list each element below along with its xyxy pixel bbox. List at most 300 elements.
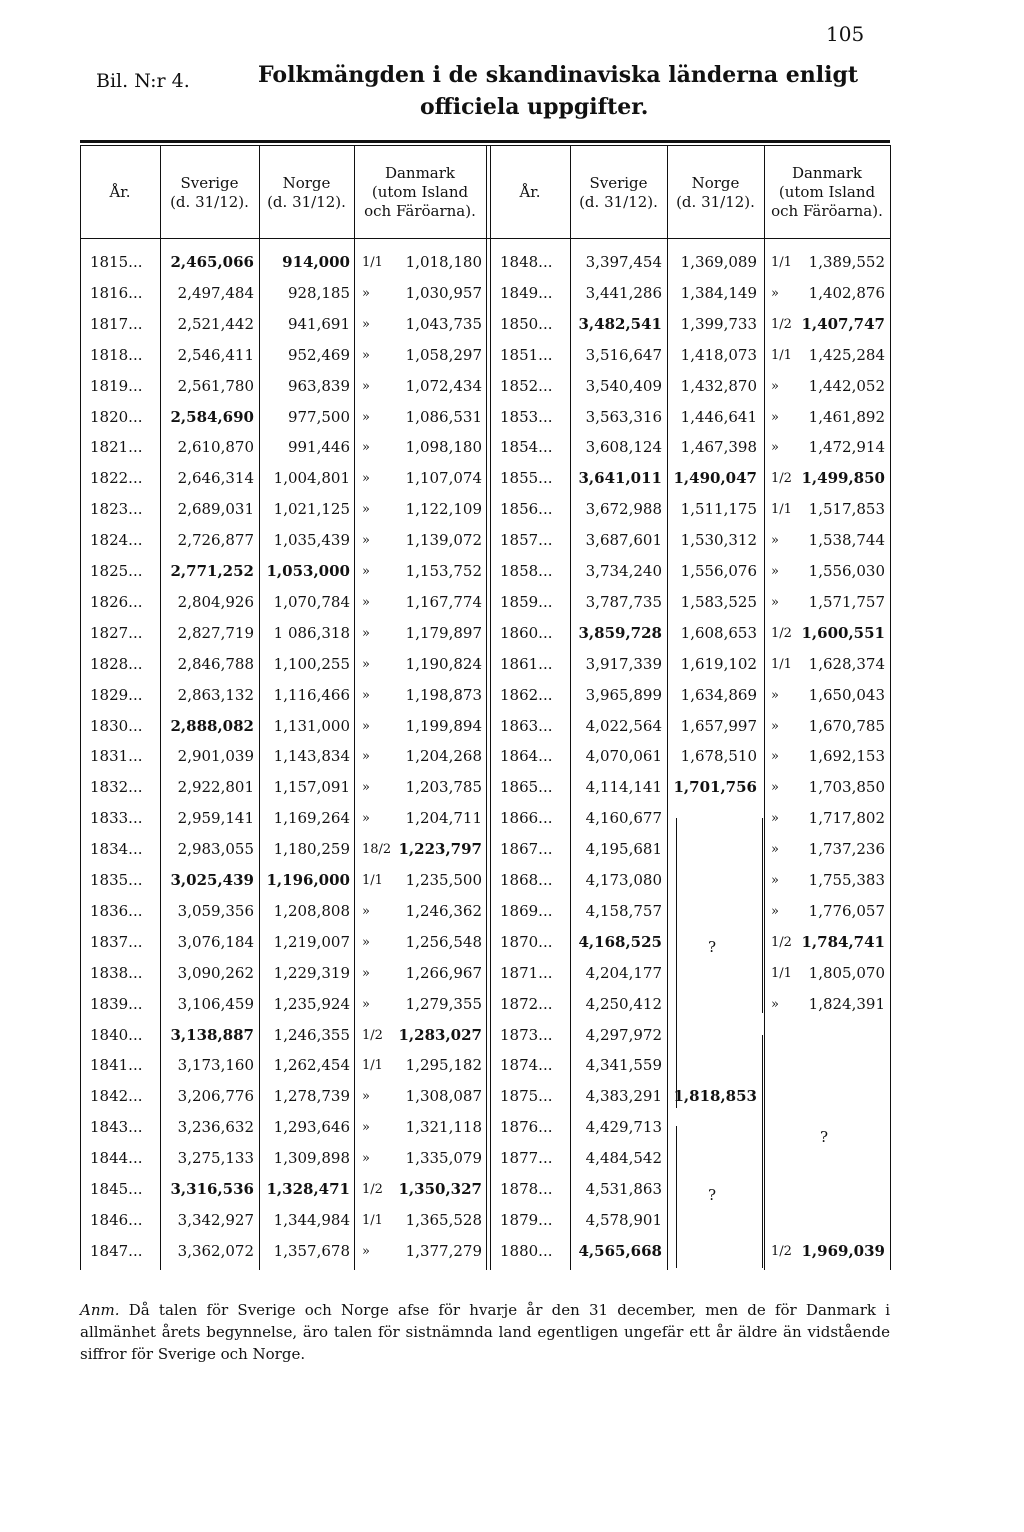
- cell-mark: »: [362, 409, 370, 425]
- cell-norge: 1,157,091: [273, 778, 350, 797]
- cell-year: 1822...: [90, 469, 143, 488]
- cell-danmark: 1,235,500: [405, 871, 482, 889]
- header-sverige: Sverige (d. 31/12).: [170, 173, 249, 211]
- cell-danmark: [795, 1174, 885, 1205]
- header-year: År.: [109, 183, 131, 202]
- cell-year: 1847...: [90, 1241, 143, 1260]
- cell-sverige: 2,465,066: [170, 253, 254, 271]
- cell-norge: 1,384,149: [680, 283, 757, 302]
- cell-year: 1837...: [90, 932, 143, 951]
- table-row: [0, 340, 1024, 371]
- cell-norge: 1,418,073: [680, 345, 757, 364]
- table-row: [0, 556, 1024, 587]
- cell-norge: 952,469: [287, 345, 350, 364]
- cell-sverige: 3,342,927: [177, 1210, 254, 1229]
- cell-mark: »: [362, 440, 370, 456]
- cell-danmark: [795, 1081, 885, 1112]
- cell-year: 1830...: [90, 716, 143, 735]
- cell-mark: »: [362, 996, 370, 1012]
- table-reference: Bil. N:r 4.: [96, 70, 190, 92]
- cell-year: 1870...: [500, 932, 553, 951]
- cell-norge: 1,143,834: [273, 747, 350, 766]
- header-danmark: Danmark (utom Island och Färöarna).: [771, 164, 883, 220]
- cell-year: 1820...: [90, 407, 143, 426]
- cell-norge: 1,219,007: [273, 932, 350, 951]
- cell-danmark: 1,179,897: [405, 623, 482, 642]
- cell-sverige: 2,561,780: [177, 376, 254, 395]
- cell-year: 1855...: [500, 469, 553, 488]
- cell-year: 1854...: [500, 438, 553, 457]
- cell-norge: 1,169,264: [273, 809, 350, 828]
- table-row: [0, 402, 1024, 433]
- cell-year: 1871...: [500, 963, 553, 982]
- table-row: [0, 278, 1024, 309]
- cell-sverige: 4,160,677: [585, 809, 662, 828]
- cell-mark: »: [362, 347, 370, 363]
- cell-year: 1863...: [500, 716, 553, 735]
- cell-danmark: 1,755,383: [808, 871, 885, 889]
- brace-norge-upper: [676, 818, 683, 1108]
- cell-sverige: 2,689,031: [177, 500, 254, 519]
- cell-sverige: 3,516,647: [585, 345, 662, 364]
- cell-year: 1831...: [90, 747, 143, 766]
- cell-danmark: 1,283,027: [398, 1025, 482, 1044]
- cell-norge: 1,309,898: [273, 1149, 350, 1168]
- cell-mark: »: [362, 625, 370, 641]
- cell-danmark: 1,139,072: [405, 531, 482, 550]
- table-row: [0, 1236, 1024, 1267]
- cell-sverige: 4,195,681: [585, 840, 662, 859]
- table-row: [0, 432, 1024, 463]
- cell-sverige: 4,173,080: [585, 871, 662, 889]
- cell-mark: »: [771, 842, 779, 858]
- cell-danmark: 1,571,757: [808, 592, 885, 611]
- cell-year: 1841...: [90, 1056, 143, 1075]
- table-row: [0, 525, 1024, 556]
- cell-danmark: 1,256,548: [405, 932, 482, 951]
- cell-mark: 1/2: [362, 1182, 383, 1197]
- table-row: [0, 1112, 1024, 1143]
- cell-year: 1873...: [500, 1025, 553, 1044]
- table-row: [0, 711, 1024, 742]
- table-row: [0, 865, 1024, 896]
- cell-sverige: 2,646,314: [177, 469, 254, 488]
- cell-sverige: 4,158,757: [585, 901, 662, 920]
- table-row: [0, 772, 1024, 803]
- cell-mark: »: [362, 934, 370, 950]
- cell-mark: 1/2: [362, 1027, 383, 1043]
- cell-mark: 1/1: [362, 1212, 383, 1228]
- cell-danmark: 1,308,087: [405, 1087, 482, 1106]
- cell-sverige: 2,959,141: [177, 809, 254, 828]
- cell-mark: 1/1: [771, 656, 792, 672]
- cell-sverige: 3,106,459: [177, 994, 254, 1013]
- cell-mark: 1/2: [771, 625, 792, 641]
- cell-year: 1866...: [500, 809, 553, 828]
- cell-sverige: 3,236,632: [177, 1118, 254, 1137]
- cell-sverige: 3,275,133: [177, 1149, 254, 1168]
- cell-danmark: 1,204,268: [405, 747, 482, 766]
- cell-year: 1878...: [500, 1180, 553, 1198]
- table-row: [0, 309, 1024, 340]
- cell-year: 1834...: [90, 840, 143, 859]
- cell-danmark: 1,784,741: [801, 932, 885, 951]
- brace-danmark-upper: [756, 818, 763, 1013]
- cell-year: 1832...: [90, 778, 143, 797]
- cell-year: 1844...: [90, 1149, 143, 1168]
- cell-year: 1877...: [500, 1149, 553, 1168]
- cell-mark: »: [362, 965, 370, 981]
- table-row: [0, 1081, 1024, 1112]
- cell-mark: »: [362, 594, 370, 610]
- cell-danmark: 1,246,362: [405, 901, 482, 920]
- cell-norge: 1,246,355: [273, 1025, 350, 1044]
- table-row: [0, 989, 1024, 1020]
- cell-year: 1857...: [500, 531, 553, 550]
- cell-year: 1816...: [90, 283, 143, 302]
- cell-year: 1821...: [90, 438, 143, 457]
- table-row: [0, 927, 1024, 958]
- cell-norge: 941,691: [287, 314, 350, 333]
- cell-danmark: 1,198,873: [405, 685, 482, 704]
- cell-sverige: 3,059,356: [177, 901, 254, 920]
- cell-norge: 1,328,471: [266, 1180, 350, 1198]
- cell-norge: 1,657,997: [680, 716, 757, 735]
- cell-mark: 1/2: [771, 1243, 792, 1259]
- cell-danmark: 1,600,551: [801, 623, 885, 642]
- cell-sverige: 3,441,286: [585, 283, 662, 302]
- cell-mark: »: [362, 316, 370, 332]
- cell-danmark: 1,295,182: [405, 1056, 482, 1075]
- cell-sverige: 3,076,184: [177, 932, 254, 951]
- cell-sverige: 4,114,141: [585, 778, 662, 797]
- cell-mark: »: [771, 996, 779, 1012]
- cell-norge: 1,556,076: [680, 562, 757, 580]
- cell-sverige: 2,888,082: [170, 716, 254, 735]
- cell-mark: »: [771, 687, 779, 703]
- cell-sverige: 2,922,801: [177, 778, 254, 797]
- cell-danmark: 1,776,057: [808, 901, 885, 920]
- table-row: [0, 958, 1024, 989]
- cell-mark: »: [771, 440, 779, 456]
- cell-year: 1874...: [500, 1056, 553, 1075]
- cell-danmark: 1,425,284: [808, 345, 885, 364]
- cell-danmark: [795, 1020, 885, 1051]
- cell-sverige: 4,484,542: [585, 1149, 662, 1168]
- cell-danmark: 1,365,528: [405, 1210, 482, 1229]
- table-row: [0, 649, 1024, 680]
- cell-danmark: 1,204,711: [405, 809, 482, 828]
- cell-mark: 1/1: [362, 1058, 383, 1074]
- cell-danmark: 1,018,180: [405, 253, 482, 271]
- cell-sverige: 3,540,409: [585, 376, 662, 395]
- cell-mark: »: [771, 564, 779, 579]
- cell-sverige: 2,497,484: [177, 283, 254, 302]
- cell-danmark: 1,030,957: [405, 283, 482, 302]
- cell-year: 1872...: [500, 994, 553, 1013]
- cell-sverige: 3,206,776: [177, 1087, 254, 1106]
- cell-mark: »: [362, 533, 370, 549]
- cell-norge: 1,035,439: [273, 531, 350, 550]
- cell-danmark: 1,223,797: [398, 840, 482, 859]
- page-title: Folkmängden i de skandinaviska länderna enligt: [258, 62, 858, 88]
- cell-sverige: 2,771,252: [170, 562, 254, 580]
- cell-year: 1849...: [500, 283, 553, 302]
- cell-year: 1842...: [90, 1087, 143, 1106]
- header-danmark: Danmark (utom Island och Färöarna).: [364, 164, 476, 220]
- cell-danmark: 1,407,747: [801, 314, 885, 333]
- cell-sverige: 4,341,559: [585, 1056, 662, 1075]
- cell-norge: 1,583,525: [680, 592, 757, 611]
- cell-sverige: 3,687,601: [585, 531, 662, 550]
- cell-mark: »: [362, 378, 370, 394]
- cell-danmark: 1,190,824: [405, 654, 482, 673]
- cell-norge: 1,100,255: [273, 654, 350, 673]
- cell-norge: 1,070,784: [273, 592, 350, 611]
- cell-norge: 928,185: [287, 283, 350, 302]
- cell-danmark: 1,472,914: [808, 438, 885, 457]
- cell-year: 1843...: [90, 1118, 143, 1137]
- cell-sverige: 4,429,713: [585, 1118, 662, 1137]
- footnote-text: Då talen för Sverige och Norge afse för hvarje år den 31 december, men de för Danmark i allmänhet årets begynnelse, äro talen för sistnämnda land egentligen ungefär ett år äldre än vidstående siffror för Sverige och Norge.: [80, 1301, 890, 1363]
- cell-norge: 1,619,102: [680, 654, 757, 673]
- cell-norge: 1,399,733: [680, 314, 757, 333]
- cell-danmark: 1,538,744: [808, 531, 885, 550]
- header-norge: Norge (d. 31/12).: [676, 173, 755, 211]
- cell-danmark: 1,350,327: [398, 1180, 482, 1198]
- cell-danmark: 1,628,374: [808, 654, 885, 673]
- cell-mark: »: [362, 471, 370, 487]
- cell-sverige: 3,608,124: [585, 438, 662, 457]
- cell-norge: 1,208,808: [273, 901, 350, 920]
- cell-mark: »: [362, 1120, 370, 1136]
- cell-sverige: 2,610,870: [177, 438, 254, 457]
- cell-year: 1869...: [500, 901, 553, 920]
- cell-norge: 1 086,318: [273, 623, 350, 642]
- cell-danmark: 1,058,297: [405, 345, 482, 364]
- table-row: [0, 680, 1024, 711]
- table-row: [0, 1174, 1024, 1205]
- cell-sverige: 2,901,039: [177, 747, 254, 766]
- cell-mark: »: [362, 1089, 370, 1105]
- cell-danmark: 1,461,892: [808, 407, 885, 426]
- cell-norge: 1,180,259: [273, 840, 350, 859]
- unknown-mark: ?: [708, 938, 717, 956]
- cell-mark: »: [362, 1243, 370, 1259]
- unknown-mark: ?: [708, 1186, 717, 1204]
- cell-year: 1862...: [500, 685, 553, 704]
- cell-year: 1846...: [90, 1210, 143, 1229]
- cell-norge: 1,293,646: [273, 1118, 350, 1137]
- cell-norge: 1,608,653: [680, 623, 757, 642]
- cell-year: 1868...: [500, 871, 553, 889]
- cell-mark: 1/2: [771, 316, 792, 332]
- header-norge: Norge (d. 31/12).: [267, 173, 346, 211]
- cell-norge: 1,196,000: [266, 871, 350, 889]
- page-number: 105: [826, 22, 865, 46]
- cell-mark: »: [771, 378, 779, 394]
- cell-norge: 991,446: [287, 438, 350, 457]
- cell-mark: 1/2: [771, 471, 792, 487]
- rule-header: [80, 238, 890, 239]
- cell-year: 1864...: [500, 747, 553, 766]
- cell-danmark: 1,442,052: [808, 376, 885, 395]
- cell-norge: 1,004,801: [273, 469, 350, 488]
- cell-sverige: 2,804,926: [177, 592, 254, 611]
- table-row: [0, 463, 1024, 494]
- cell-sverige: 2,546,411: [177, 345, 254, 364]
- cell-danmark: 1,153,752: [405, 562, 482, 580]
- cell-sverige: 2,863,132: [177, 685, 254, 704]
- cell-norge: 1,432,870: [680, 376, 757, 395]
- cell-year: 1818...: [90, 345, 143, 364]
- cell-danmark: 1,692,153: [808, 747, 885, 766]
- cell-sverige: 3,672,988: [585, 500, 662, 519]
- cell-sverige: 3,482,541: [578, 314, 662, 333]
- table-row: [0, 896, 1024, 927]
- cell-sverige: 4,250,412: [585, 994, 662, 1013]
- cell-danmark: 1,107,074: [405, 469, 482, 488]
- cell-mark: »: [362, 811, 370, 827]
- cell-year: 1867...: [500, 840, 553, 859]
- cell-sverige: 4,297,972: [585, 1025, 662, 1044]
- cell-mark: 1/1: [362, 873, 383, 888]
- cell-norge: 1,357,678: [273, 1241, 350, 1260]
- cell-sverige: 2,584,690: [170, 407, 254, 426]
- cell-sverige: 2,521,442: [177, 314, 254, 333]
- cell-norge: 1,229,319: [273, 963, 350, 982]
- cell-year: 1815...: [90, 253, 143, 271]
- cell-norge: 1,678,510: [680, 747, 757, 766]
- footnote-label: Anm.: [80, 1301, 120, 1319]
- cell-sverige: 2,846,788: [177, 654, 254, 673]
- header-sverige: Sverige (d. 31/12).: [579, 173, 658, 211]
- cell-year: 1824...: [90, 531, 143, 550]
- cell-year: 1827...: [90, 623, 143, 642]
- cell-norge: 1,053,000: [266, 562, 350, 580]
- cell-norge: 1,369,089: [680, 253, 757, 271]
- cell-sverige: 3,397,454: [585, 253, 662, 271]
- rule-top-thick: [80, 140, 890, 143]
- cell-norge: 963,839: [287, 376, 350, 395]
- cell-danmark: [795, 1112, 885, 1143]
- cell-sverige: 3,859,728: [578, 623, 662, 642]
- table-row: [0, 834, 1024, 865]
- cell-year: 1836...: [90, 901, 143, 920]
- unknown-mark: ?: [820, 1128, 829, 1146]
- cell-mark: »: [771, 718, 779, 734]
- cell-year: 1876...: [500, 1118, 553, 1137]
- cell-sverige: 4,070,061: [585, 747, 662, 766]
- cell-mark: »: [771, 533, 779, 549]
- cell-danmark: 1,389,552: [808, 253, 885, 271]
- cell-danmark: 1,737,236: [808, 840, 885, 859]
- cell-norge: 1,490,047: [673, 469, 757, 488]
- rule-top-thin: [80, 145, 890, 146]
- cell-danmark: 1,086,531: [405, 407, 482, 426]
- cell-danmark: 1,650,043: [808, 685, 885, 704]
- cell-norge: 1,634,869: [680, 685, 757, 704]
- cell-norge: 1,530,312: [680, 531, 757, 550]
- cell-norge: 1,278,739: [273, 1087, 350, 1106]
- cell-year: 1828...: [90, 654, 143, 673]
- cell-norge: 1,021,125: [273, 500, 350, 519]
- cell-mark: »: [362, 687, 370, 703]
- cell-mark: 1/1: [771, 347, 792, 363]
- cell-mark: »: [771, 749, 779, 765]
- cell-danmark: 1,824,391: [808, 994, 885, 1013]
- cell-sverige: 3,917,339: [585, 654, 662, 673]
- cell-danmark: 1,122,109: [405, 500, 482, 519]
- cell-danmark: 1,098,180: [405, 438, 482, 457]
- cell-danmark: 1,335,079: [405, 1149, 482, 1168]
- cell-mark: »: [362, 285, 370, 301]
- cell-mark: »: [771, 873, 779, 888]
- cell-danmark: 1,670,785: [808, 716, 885, 735]
- cell-mark: »: [362, 749, 370, 765]
- cell-sverige: 3,563,316: [585, 407, 662, 426]
- cell-mark: »: [362, 903, 370, 919]
- cell-year: 1875...: [500, 1087, 553, 1106]
- cell-year: 1859...: [500, 592, 553, 611]
- cell-year: 1835...: [90, 871, 143, 889]
- cell-sverige: 4,022,564: [585, 716, 662, 735]
- cell-sverige: 3,025,439: [170, 871, 254, 889]
- cell-norge: 1,467,398: [680, 438, 757, 457]
- cell-sverige: 3,787,735: [585, 592, 662, 611]
- cell-danmark: 1,805,070: [808, 963, 885, 982]
- cell-mark: »: [771, 594, 779, 610]
- cell-sverige: 4,168,525: [578, 932, 662, 951]
- cell-mark: 1/2: [771, 934, 792, 950]
- table-row: [0, 803, 1024, 834]
- cell-sverige: 3,965,899: [585, 685, 662, 704]
- table-row: [0, 494, 1024, 525]
- table-row: [0, 371, 1024, 402]
- cell-sverige: 4,383,291: [585, 1087, 662, 1106]
- cell-year: 1853...: [500, 407, 553, 426]
- table-row: [0, 587, 1024, 618]
- cell-mark: »: [771, 780, 779, 796]
- cell-danmark: [795, 1205, 885, 1236]
- cell-mark: »: [362, 656, 370, 672]
- cell-sverige: 3,362,072: [177, 1241, 254, 1260]
- cell-mark: »: [771, 903, 779, 919]
- table-row: [0, 247, 1024, 278]
- cell-sverige: 3,316,536: [170, 1180, 254, 1198]
- cell-norge: 1,701,756: [673, 778, 757, 797]
- cell-mark: »: [771, 409, 779, 425]
- cell-year: 1825...: [90, 562, 143, 580]
- cell-norge: 1,511,175: [680, 500, 757, 519]
- cell-sverige: 2,827,719: [177, 623, 254, 642]
- cell-danmark: 1,717,802: [808, 809, 885, 828]
- cell-danmark: 1,321,118: [405, 1118, 482, 1137]
- cell-danmark: [795, 1143, 885, 1174]
- header-year: År.: [519, 183, 541, 202]
- cell-mark: »: [362, 780, 370, 796]
- cell-sverige: 2,726,877: [177, 531, 254, 550]
- cell-year: 1819...: [90, 376, 143, 395]
- cell-mark: »: [771, 811, 779, 827]
- brace-norge-lower: [676, 1126, 683, 1268]
- cell-year: 1833...: [90, 809, 143, 828]
- cell-mark: 1/1: [771, 502, 792, 518]
- cell-norge: 1,818,853: [673, 1087, 757, 1106]
- cell-mark: 1/1: [771, 255, 792, 270]
- cell-year: 1840...: [90, 1025, 143, 1044]
- cell-year: 1852...: [500, 376, 553, 395]
